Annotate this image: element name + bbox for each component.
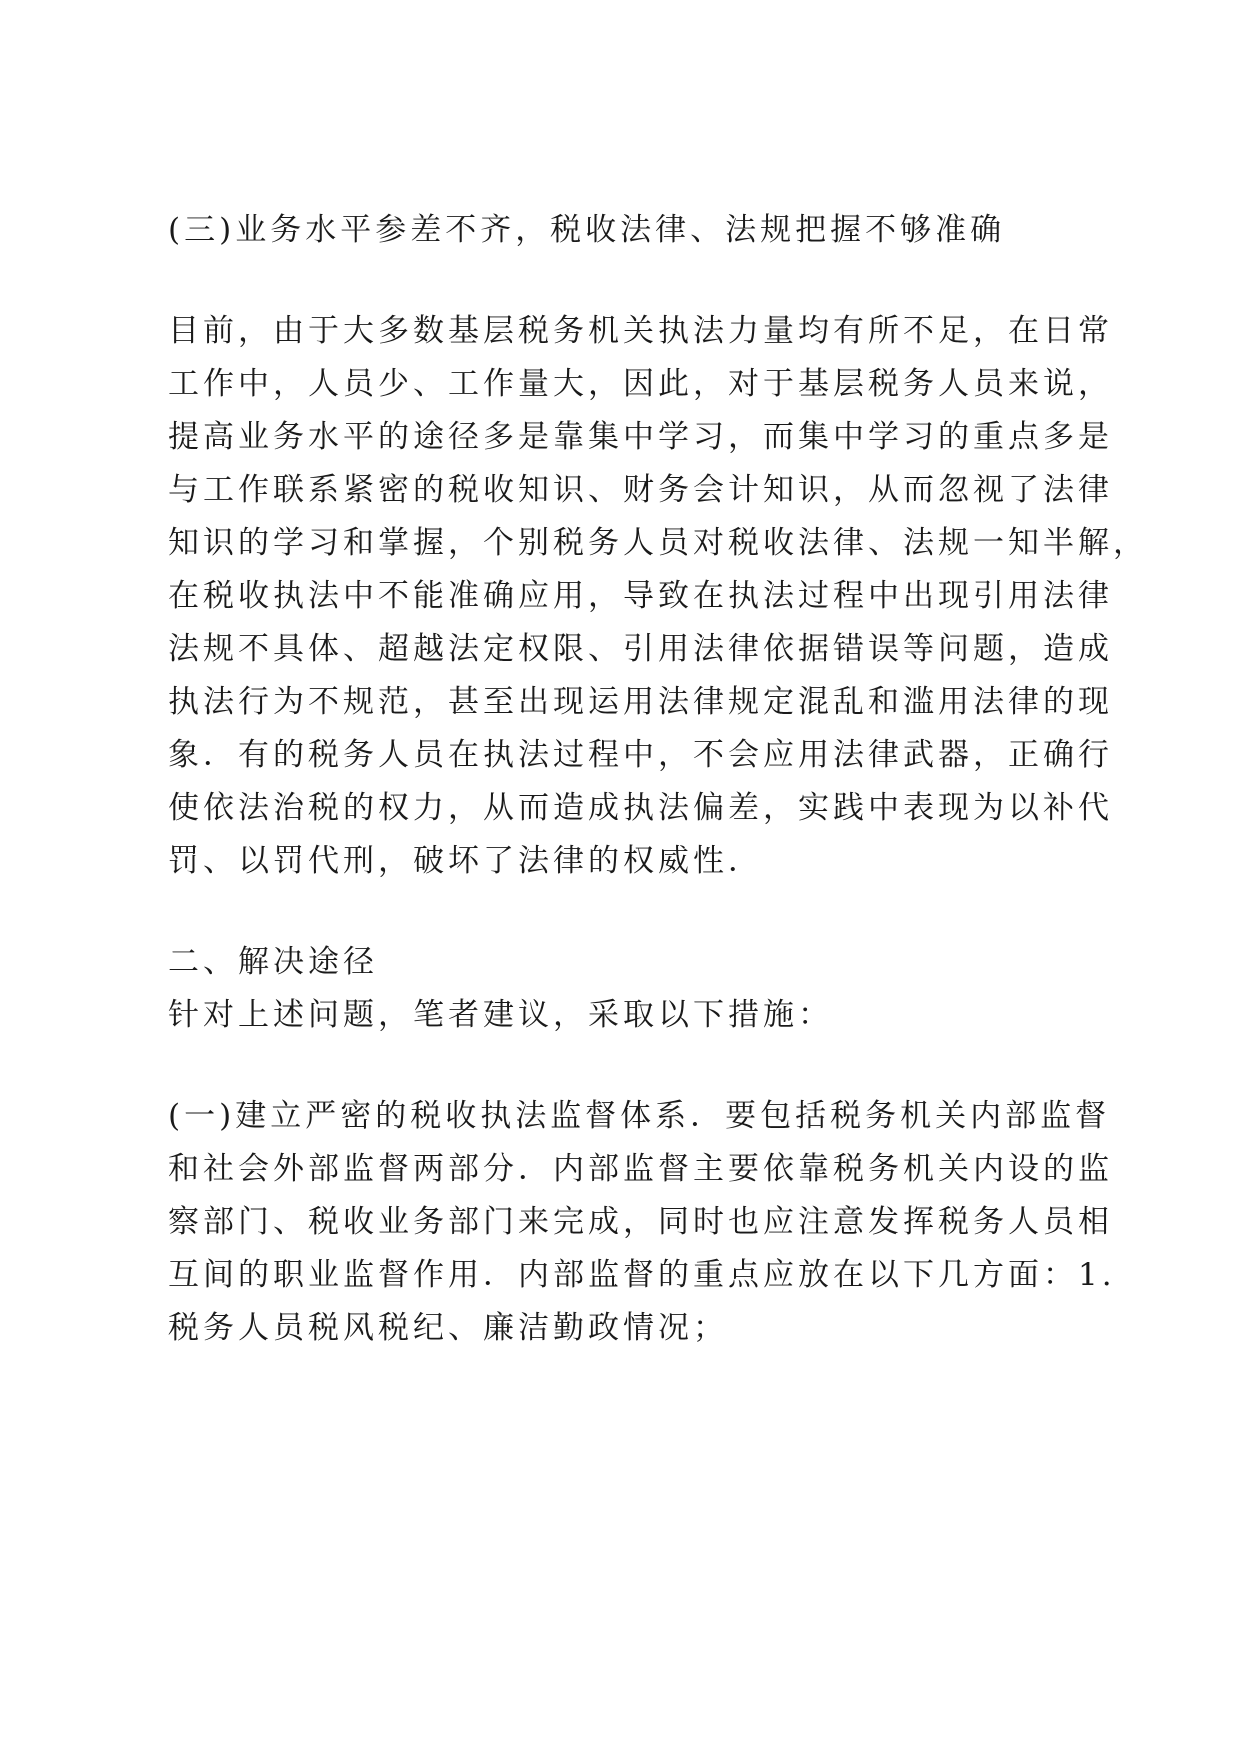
- paragraph-line: (一)建立严密的税收执法监督体系．要包括税务机关内部监督: [168, 1098, 1111, 1134]
- paragraph-line: 税务人员税风税纪、廉洁勤政情况；: [168, 1310, 728, 1346]
- paragraph-line: 象．有的税务人员在执法过程中，不会应用法律武器，正确行: [168, 737, 1113, 773]
- paragraph-line: 法规不具体、超越法定权限、引用法律依据错误等问题，造成: [168, 631, 1113, 667]
- section-heading-3: (三)业务水平参差不齐，税收法律、法规把握不够准确: [168, 212, 1006, 248]
- section-2-title: 二、解决途径: [168, 944, 378, 980]
- paragraph-line: 与工作联系紧密的税收知识、财务会计知识，从而忽视了法律: [168, 472, 1113, 508]
- paragraph-line: 工作中，人员少、工作量大，因此，对于基层税务人员来说，: [168, 366, 1113, 402]
- paragraph-line: 提高业务水平的途径多是靠集中学习，而集中学习的重点多是: [168, 419, 1113, 455]
- section-2-intro: 针对上述问题，笔者建议，采取以下措施：: [168, 997, 833, 1033]
- paragraph-line: 在税收执法中不能准确应用，导致在执法过程中出现引用法律: [168, 578, 1113, 614]
- paragraph-line: 执法行为不规范，甚至出现运用法律规定混乱和滥用法律的现: [168, 684, 1113, 720]
- paragraph-line: 互间的职业监督作用．内部监督的重点应放在以下几方面：1.: [168, 1257, 1116, 1293]
- paragraph-line: 知识的学习和掌握，个别税务人员对税收法律、法规一知半解，: [168, 525, 1148, 561]
- document-page: [168, 0, 1148, 1754]
- paragraph-line: 察部门、税收业务部门来完成，同时也应注意发挥税务人员相: [168, 1204, 1113, 1240]
- paragraph-line: 和社会外部监督两部分．内部监督主要依靠税务机关内设的监: [168, 1151, 1113, 1187]
- paragraph-line: 罚、以罚代刑，破坏了法律的权威性．: [168, 843, 763, 879]
- paragraph-line: 使依法治税的权力，从而造成执法偏差，实践中表现为以补代: [168, 790, 1113, 826]
- paragraph-line: 目前，由于大多数基层税务机关执法力量均有所不足，在日常: [168, 313, 1113, 349]
